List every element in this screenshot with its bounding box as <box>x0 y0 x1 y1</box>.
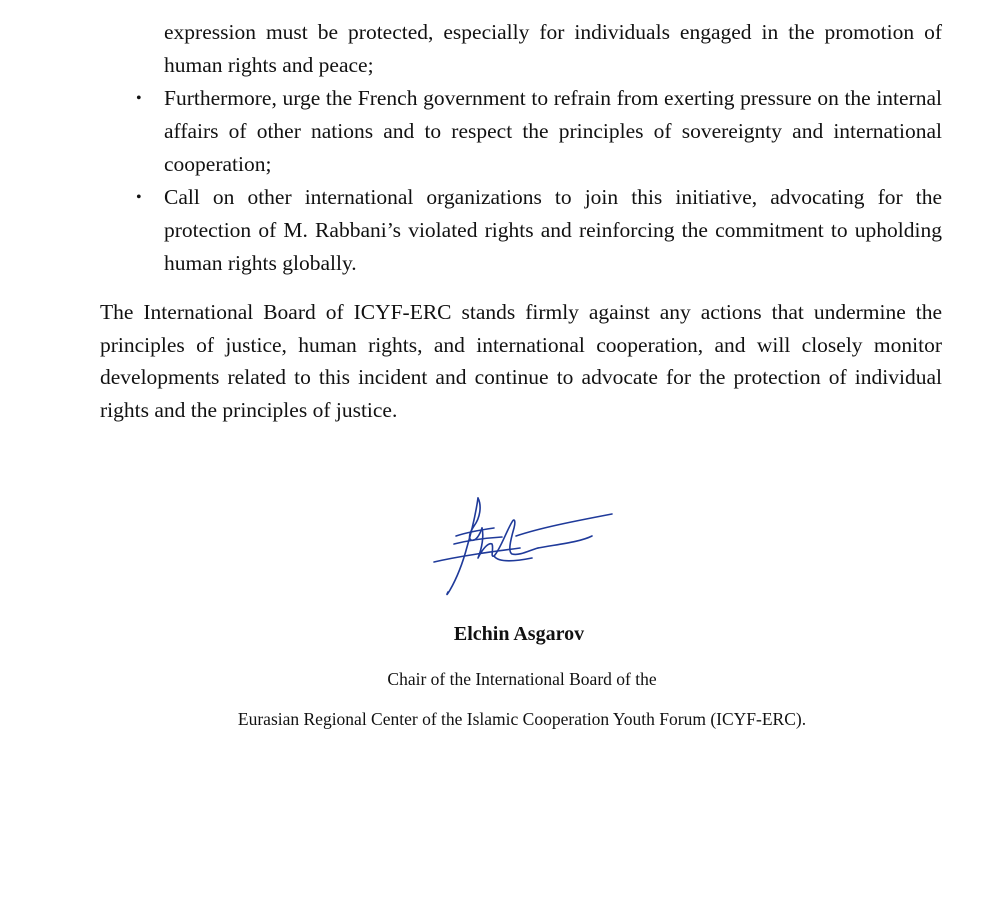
list-item-text: Furthermore, urge the French government to refrain from exerting pressure on the internal affairs of other nations and to respect the principles of sovereignty and international cooperation; <box>164 86 942 176</box>
list-item <box>100 16 942 82</box>
signer-title: Chair of the International Board of the <box>387 669 657 689</box>
bullet-marker: • <box>136 189 142 206</box>
signer-organization: Eurasian Regional Center of the Islamic Cooperation Youth Forum (ICYF-ERC). <box>237 709 807 729</box>
bullet-marker: • <box>136 90 142 107</box>
list-item-text: Call on other international organizations to join this initiative, advocating for the protection of M. Rabbani’s violated rights and reinforcing the commitment to upholding human rights globally. <box>164 185 942 275</box>
signer-name: Elchin Asgarov <box>453 623 585 645</box>
resolution-list <box>100 16 942 280</box>
list-item <box>100 181 942 280</box>
list-item-text: expression must be protected, especially for individuals engaged in the promotion of human rights and peace; <box>164 20 942 77</box>
closing-statement: The International Board of ICYF-ERC stands firmly against any actions that undermine the principles of justice, human rights, and international cooperation, and will closely monitor developments related to this incident and continue to advocate for the protection of individual rights and the principles of justice. <box>100 300 942 422</box>
handwritten-signature <box>420 492 620 600</box>
list-item <box>100 82 942 181</box>
